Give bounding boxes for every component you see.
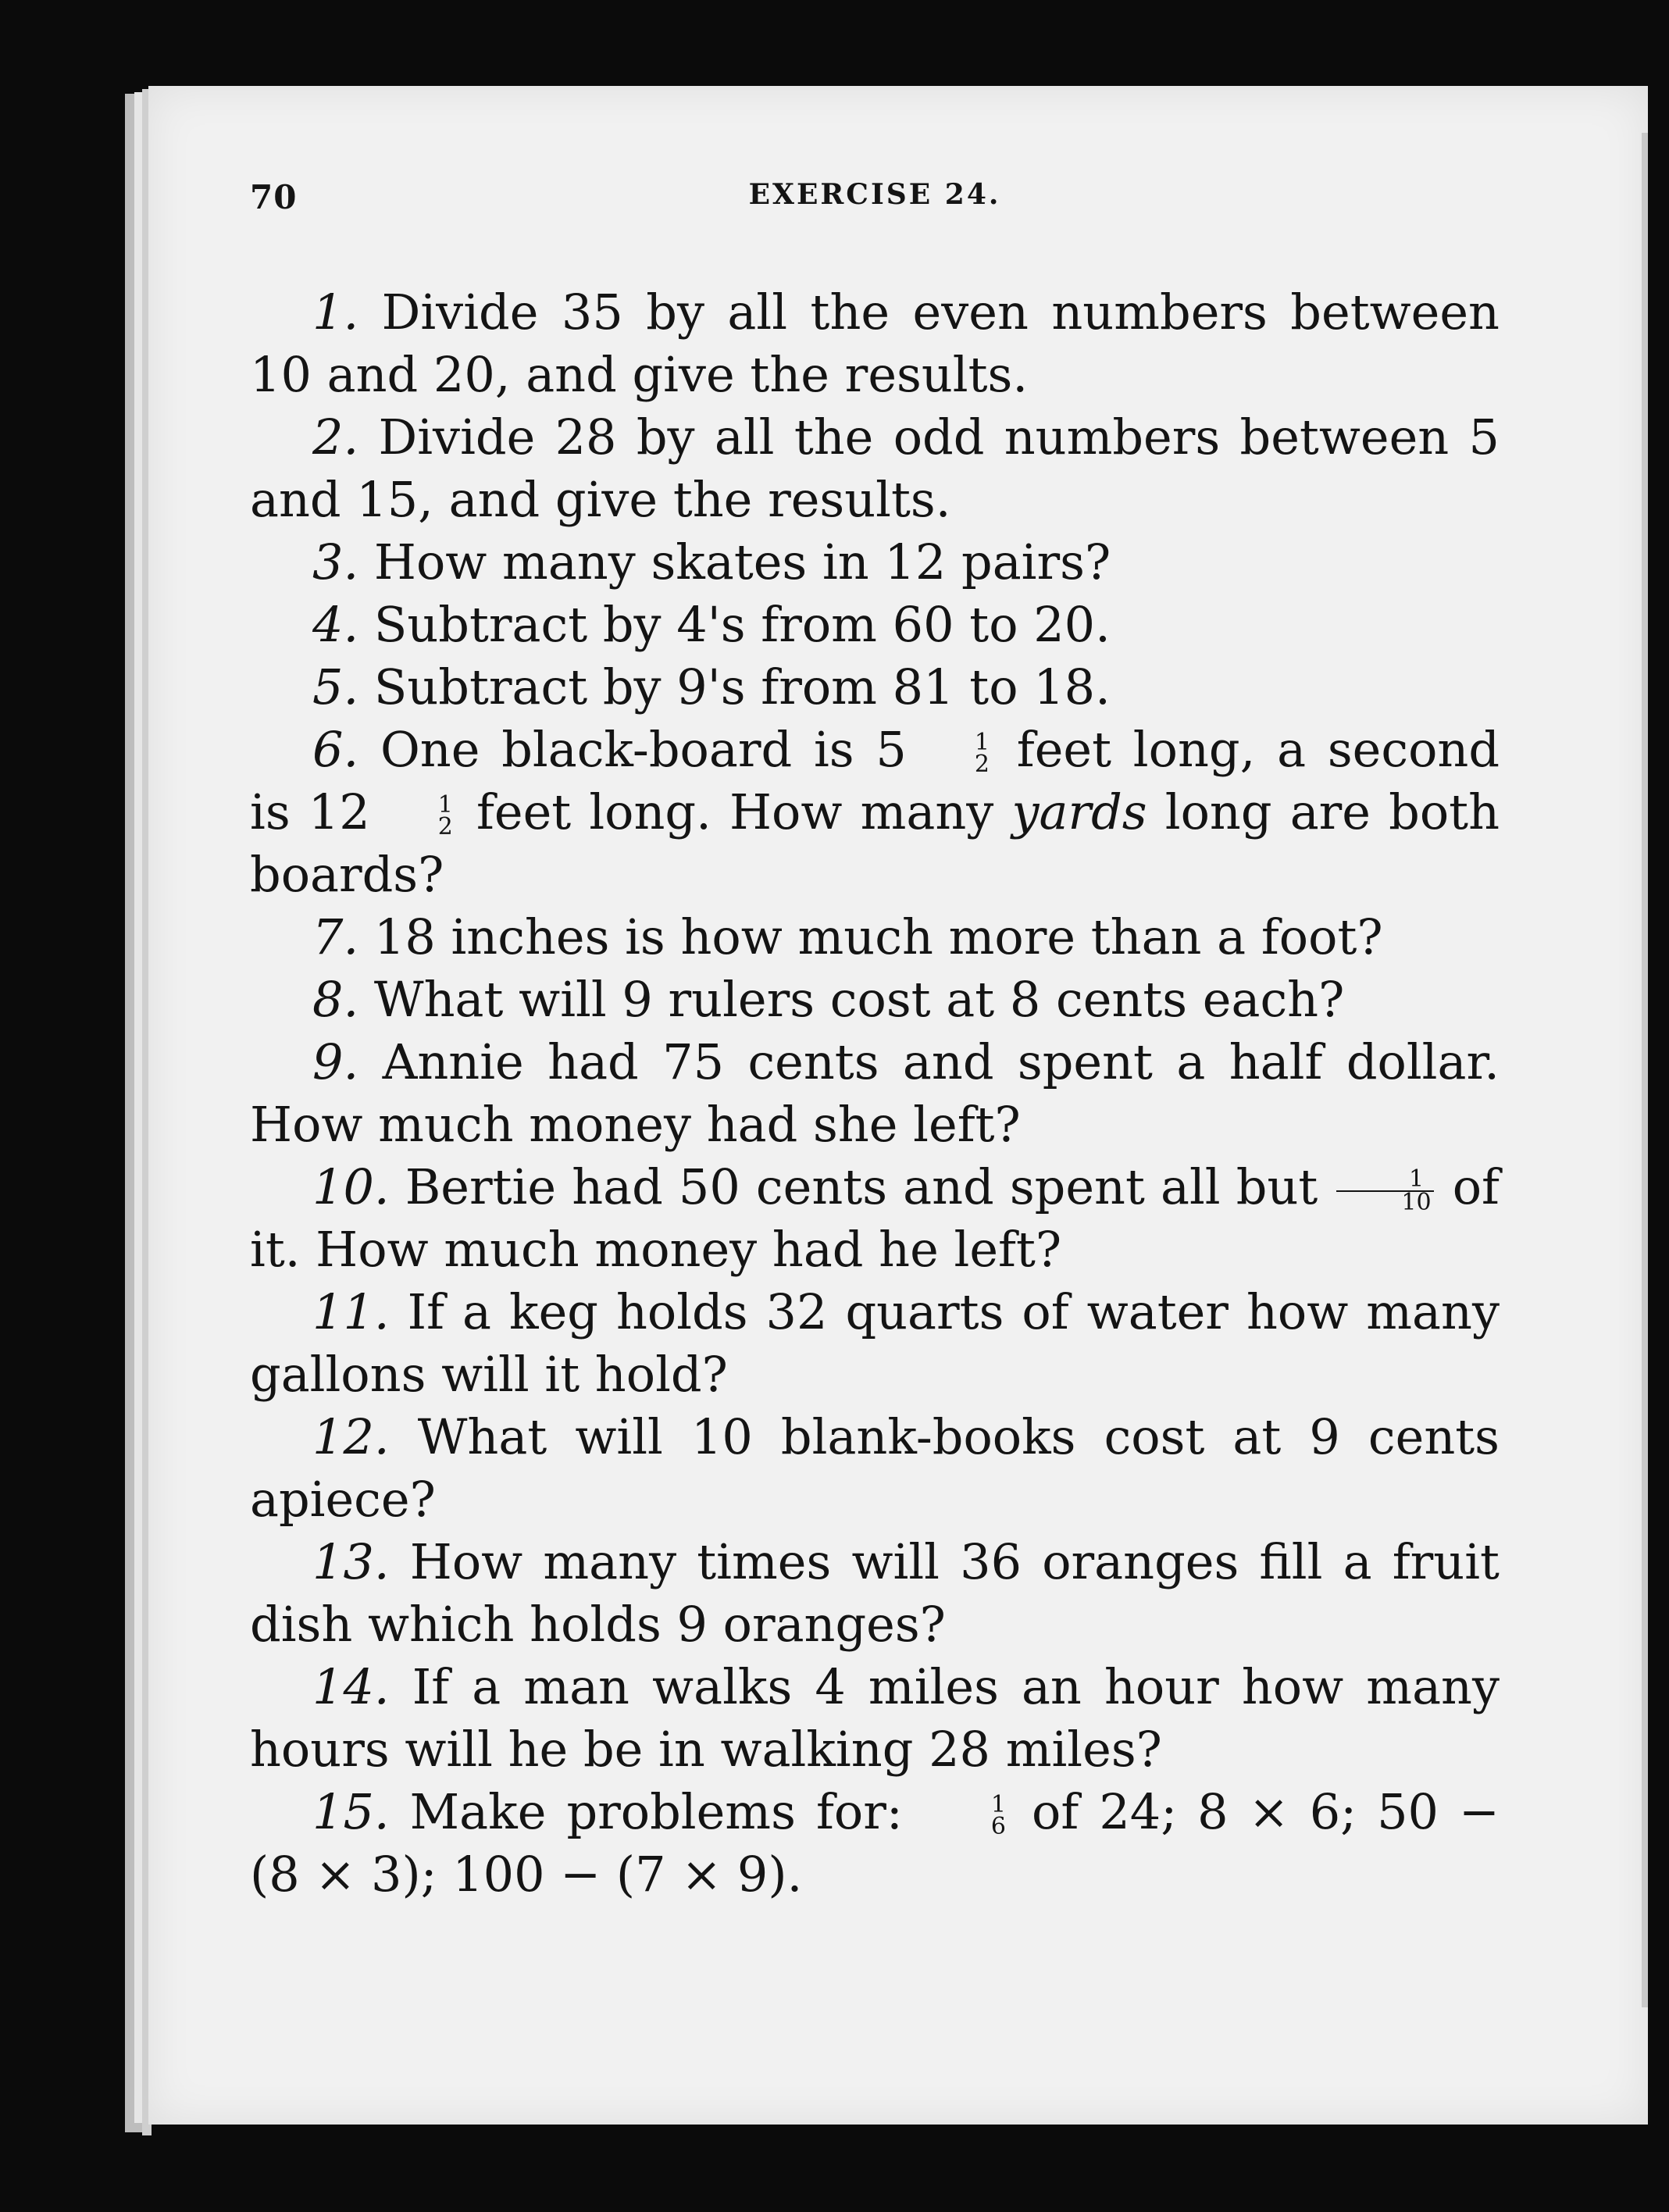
running-head — [250, 178, 1500, 225]
problem-number: 1. — [312, 284, 359, 341]
problem-5 — [250, 656, 1500, 719]
problem-8 — [250, 969, 1500, 1031]
fraction-numerator: 1 — [1336, 1168, 1433, 1192]
problem-2 — [250, 406, 1500, 531]
problem-text: feet long, a second is 12 — [250, 721, 1500, 840]
problem-text: long are both boards? — [250, 783, 1500, 903]
problem-number: 6. — [312, 721, 359, 778]
problem-text: feet long. How many — [458, 783, 1012, 840]
problem-7 — [250, 906, 1500, 969]
problem-text: Divide 28 by all the odd numbers between 5 and 15, and give the results. — [250, 409, 1500, 528]
page-content — [250, 178, 1500, 1906]
problem-4 — [250, 594, 1500, 656]
problem-3 — [250, 531, 1500, 594]
fraction — [1336, 1165, 1433, 1216]
problem-text: If a man walks 4 miles an hour how many hours will he be in walking 28 miles? — [250, 1658, 1500, 1778]
fraction-denominator: 10 — [1401, 1188, 1432, 1216]
problem-list — [250, 281, 1500, 1906]
problem-6 — [250, 719, 1500, 906]
problem-11 — [250, 1281, 1500, 1406]
fraction-denominator: 6 — [990, 1812, 1006, 1840]
problem-text: Divide 35 by all the even numbers between 10 and 20, and give the results. — [250, 284, 1500, 403]
italic-emphasis: yards — [1011, 783, 1147, 840]
problem-14 — [250, 1656, 1500, 1781]
problem-text: Subtract by 4's from 60 to 20. — [373, 596, 1111, 653]
fraction-denominator: 2 — [437, 812, 453, 840]
problem-10 — [250, 1156, 1500, 1281]
problem-number: 9. — [312, 1033, 359, 1090]
fraction-numerator: 1 — [437, 790, 453, 819]
problem-text: 18 inches is how much more than a foot? — [373, 908, 1383, 965]
problem-text: How many skates in 12 pairs? — [373, 533, 1111, 590]
problem-text: of 24; 8 × 6; 50 − (8 × 3); 100 − (7 × 9). — [250, 1783, 1500, 1903]
fraction — [373, 790, 455, 840]
problem-number: 14. — [312, 1658, 390, 1715]
problem-number: 4. — [312, 596, 359, 653]
fraction-numerator: 1 — [990, 1790, 1006, 1818]
problem-number: 15. — [312, 1783, 390, 1840]
problem-number: 5. — [312, 658, 359, 715]
problem-number: 7. — [312, 908, 359, 965]
fraction — [910, 728, 992, 778]
problem-text: What will 9 rulers cost at 8 cents each? — [373, 971, 1345, 1028]
problem-15 — [250, 1781, 1500, 1906]
problem-number: 3. — [312, 533, 359, 590]
problem-text: Make problems for: — [409, 1783, 923, 1840]
problem-text: One black-board is 5 — [380, 721, 907, 778]
problem-number: 11. — [312, 1283, 390, 1340]
problem-text: If a keg holds 32 quarts of water how many gallons will it hold? — [250, 1283, 1500, 1403]
fraction — [926, 1790, 1008, 1840]
problem-text: Subtract by 9's from 81 to 18. — [373, 658, 1111, 715]
page-number: 70 — [250, 178, 298, 216]
problem-number: 12. — [312, 1408, 390, 1465]
problem-9 — [250, 1031, 1500, 1156]
exercise-title: EXERCISE 24. — [748, 178, 1001, 211]
problem-text: How many times will 36 oranges fill a fruit dish which holds 9 oranges? — [250, 1533, 1500, 1653]
fraction-numerator: 1 — [974, 728, 990, 756]
problem-number: 2. — [312, 409, 359, 466]
problem-text: Bertie had 50 cents and spent all but — [405, 1158, 1334, 1215]
problem-13 — [250, 1531, 1500, 1656]
problem-number: 8. — [312, 971, 359, 1028]
problem-number: 10. — [312, 1158, 390, 1215]
problem-number: 13. — [312, 1533, 390, 1590]
problem-12 — [250, 1406, 1500, 1531]
fraction-denominator: 2 — [974, 750, 990, 778]
problem-text: of it. How much money had he left? — [250, 1158, 1500, 1278]
problem-text: Annie had 75 cents and spent a half dollar. How much money had she left? — [250, 1033, 1500, 1153]
problem-1 — [250, 281, 1500, 406]
problem-text: What will 10 blank-books cost at 9 cents apiece? — [250, 1408, 1500, 1528]
